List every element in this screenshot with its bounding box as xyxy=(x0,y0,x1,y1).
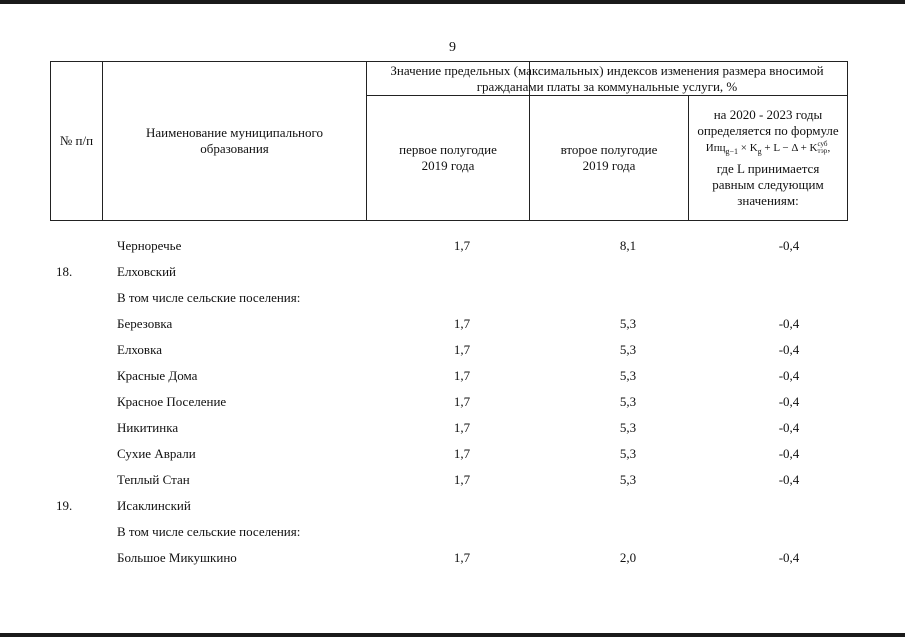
table-row xyxy=(50,232,848,258)
row-value-first-half: 1,7 xyxy=(453,342,471,357)
row-name: Большое Микушкино xyxy=(117,550,237,565)
table-row xyxy=(50,544,848,570)
row-value-second-half: 8,1 xyxy=(619,238,637,253)
table-row xyxy=(50,310,848,336)
row-name: Березовка xyxy=(117,316,173,331)
row-name: Елховка xyxy=(117,342,162,357)
row-name: Никитинка xyxy=(117,420,179,435)
row-name: Теплый Стан xyxy=(117,472,190,487)
row-value-first-half: 1,7 xyxy=(453,446,471,461)
header-col-number: № п/п xyxy=(59,133,94,148)
header-group-title: Значение предельных (максимальных) индексов изменения размера вносимой гражданами платы за коммунальные услуги, % xyxy=(390,62,824,94)
row-name: Исаклинский xyxy=(117,498,191,513)
header-col-first-half: первое полугодие 2019 года xyxy=(399,142,497,173)
row-name: Красное Поселение xyxy=(117,394,227,409)
row-number: 19. xyxy=(56,498,73,513)
row-value-second-half: 5,3 xyxy=(619,316,637,331)
row-value-first-half: 1,7 xyxy=(453,316,471,331)
page-number: 9 xyxy=(449,40,456,55)
row-value-L: -0,4 xyxy=(778,446,800,461)
formula-expression: $Ипц_{g-1} \times K_g + L - \Delta + K$ суб тэр , xyxy=(705,140,831,157)
table-body xyxy=(50,232,848,570)
row-value-second-half: 5,3 xyxy=(619,420,637,435)
table-row xyxy=(50,414,848,440)
row-value-second-half: 5,3 xyxy=(619,446,637,461)
table-row xyxy=(50,336,848,362)
row-value-L: -0,4 xyxy=(778,550,800,565)
table-row xyxy=(50,466,848,492)
row-name: Черноречье xyxy=(117,238,182,253)
scan-top-border xyxy=(0,0,905,4)
row-value-first-half: 1,7 xyxy=(453,550,471,565)
row-value-L: -0,4 xyxy=(778,368,800,383)
row-value-first-half: 1,7 xyxy=(453,394,471,409)
formula-note: где L принимается равным следующим значениям: xyxy=(712,161,824,209)
row-value-L: -0,4 xyxy=(778,420,800,435)
row-value-second-half: 5,3 xyxy=(619,342,637,357)
formula-caption: на 2020 - 2023 годы определяется по формуле xyxy=(697,106,839,138)
row-value-L: -0,4 xyxy=(778,472,800,487)
row-name: В том числе сельские поселения: xyxy=(117,524,301,539)
row-name: Красные Дома xyxy=(117,368,198,383)
header-col-name: Наименование муниципального образования xyxy=(145,125,324,156)
table-row xyxy=(50,518,848,544)
row-value-second-half: 5,3 xyxy=(619,472,637,487)
row-value-first-half: 1,7 xyxy=(453,368,471,383)
header-col-formula xyxy=(689,96,847,220)
row-value-second-half: 2,0 xyxy=(619,550,637,565)
row-name: В том числе сельские поселения: xyxy=(117,290,301,305)
table-row xyxy=(50,388,848,414)
table-row xyxy=(50,284,848,310)
table-header xyxy=(50,61,848,221)
row-value-L: -0,4 xyxy=(778,394,800,409)
row-value-first-half: 1,7 xyxy=(453,238,471,253)
table-row xyxy=(50,440,848,466)
row-name: Сухие Аврали xyxy=(117,446,196,461)
row-value-L: -0,4 xyxy=(778,316,800,331)
row-value-second-half: 5,3 xyxy=(619,368,637,383)
scan-bottom-border xyxy=(0,633,905,637)
table-row xyxy=(50,258,848,284)
row-value-first-half: 1,7 xyxy=(453,472,471,487)
row-number: 18. xyxy=(56,264,73,279)
row-value-L: -0,4 xyxy=(778,342,800,357)
table-row xyxy=(50,492,848,518)
row-name: Елховский xyxy=(117,264,176,279)
row-value-first-half: 1,7 xyxy=(453,420,471,435)
row-value-second-half: 5,3 xyxy=(619,394,637,409)
table-row xyxy=(50,362,848,388)
row-value-L: -0,4 xyxy=(778,238,800,253)
header-col-second-half: второе полугодие 2019 года xyxy=(560,142,658,173)
